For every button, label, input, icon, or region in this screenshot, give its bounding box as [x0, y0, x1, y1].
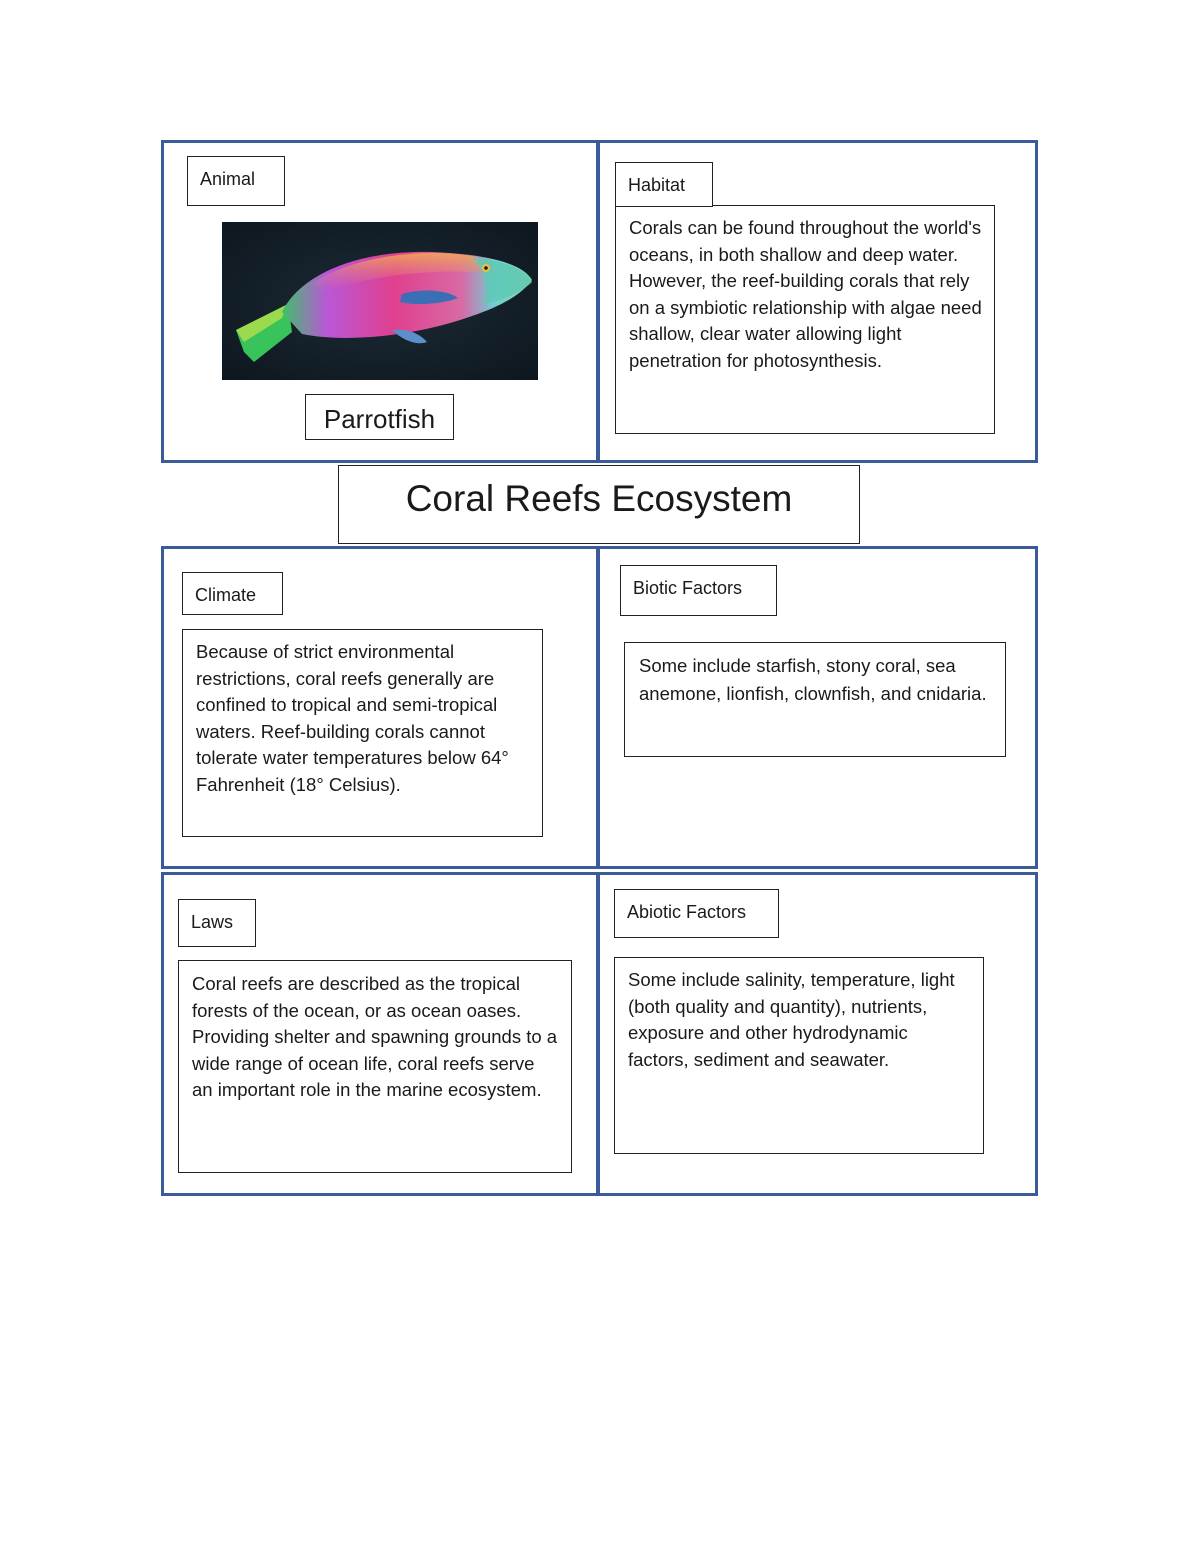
climate-label: Climate [182, 572, 283, 615]
abiotic-text-box [614, 957, 984, 1154]
biotic-text-box [624, 642, 1006, 757]
animal-name: Parrotfish [305, 394, 454, 440]
laws-label: Laws [178, 899, 256, 947]
climate-text: Because of strict environmental restrictions, coral reefs generally are confined to tropical and semi-tropical waters. Reef-building corals cannot tolerate water temperatures below 64° Fahrenheit (18° Celsius). [196, 641, 509, 795]
laws-text: Coral reefs are described as the tropical forests of the ocean, or as ocean oases. Providing shelter and spawning grounds to a wide range of ocean life, coral reefs serve an important role in the marine ecosystem. [192, 973, 558, 1100]
habitat-text: Corals can be found throughout the world's oceans, in both shallow and deep water. However, the reef-building corals that rely on a symbiotic relationship with algae need shallow, clear water allowing light penetration for photosynthesis. [629, 217, 982, 371]
laws-text-box [178, 960, 572, 1173]
habitat-label: Habitat [615, 162, 713, 207]
page-title: Coral Reefs Ecosystem [338, 465, 860, 544]
climate-text-box [182, 629, 543, 837]
biotic-label: Biotic Factors [620, 565, 777, 616]
parrotfish-photo [222, 222, 538, 380]
habitat-text-box [615, 205, 995, 434]
abiotic-text: Some include salinity, temperature, light (both quality and quantity), nutrients, exposure and other hydrodynamic factors, sediment and seawater. [628, 969, 955, 1070]
biotic-text: Some include starfish, stony coral, sea anemone, lionfish, clownfish, and cnidaria. [639, 655, 987, 704]
animal-label: Animal [187, 156, 285, 206]
abiotic-label: Abiotic Factors [614, 889, 779, 938]
